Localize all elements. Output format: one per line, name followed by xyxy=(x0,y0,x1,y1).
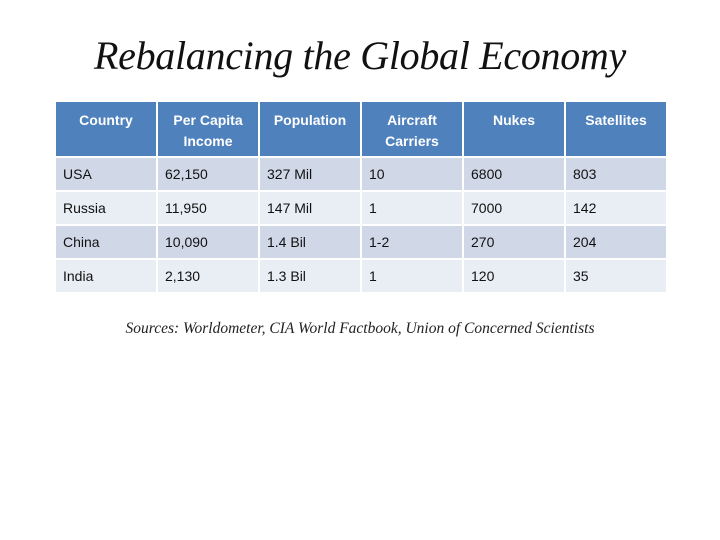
table-row xyxy=(55,225,667,259)
header-country: Country xyxy=(55,101,157,157)
cell-country: Russia xyxy=(55,191,157,225)
header-per-capita-income: Per Capita Income xyxy=(157,101,259,157)
cell-nukes: 7000 xyxy=(463,191,565,225)
cell-nukes: 120 xyxy=(463,259,565,293)
cell-nukes: 270 xyxy=(463,225,565,259)
cell-satellites: 204 xyxy=(565,225,667,259)
cell-aircraft-carriers: 1-2 xyxy=(361,225,463,259)
cell-per-capita-income: 10,090 xyxy=(157,225,259,259)
cell-population: 1.4 Bil xyxy=(259,225,361,259)
cell-aircraft-carriers: 1 xyxy=(361,191,463,225)
cell-nukes: 6800 xyxy=(463,157,565,191)
header-aircraft-carriers: Aircraft Carriers xyxy=(361,101,463,157)
cell-satellites: 142 xyxy=(565,191,667,225)
header-satellites: Satellites xyxy=(565,101,667,157)
cell-aircraft-carriers: 1 xyxy=(361,259,463,293)
cell-country: USA xyxy=(55,157,157,191)
cell-satellites: 35 xyxy=(565,259,667,293)
cell-aircraft-carriers: 10 xyxy=(361,157,463,191)
header-nukes: Nukes xyxy=(463,101,565,157)
table-row xyxy=(55,157,667,191)
cell-per-capita-income: 2,130 xyxy=(157,259,259,293)
cell-population: 147 Mil xyxy=(259,191,361,225)
cell-population: 327 Mil xyxy=(259,157,361,191)
sources-caption: Sources: Worldometer, CIA World Factbook, Union of Concerned Scientists xyxy=(125,320,595,337)
cell-per-capita-income: 62,150 xyxy=(157,157,259,191)
table-row xyxy=(55,259,667,293)
slide-title: Rebalancing the Global Economy xyxy=(94,33,626,78)
cell-per-capita-income: 11,950 xyxy=(157,191,259,225)
data-table xyxy=(54,100,668,294)
header-population: Population xyxy=(259,101,361,157)
table-row xyxy=(55,191,667,225)
cell-population: 1.3 Bil xyxy=(259,259,361,293)
cell-satellites: 803 xyxy=(565,157,667,191)
cell-country: China xyxy=(55,225,157,259)
table-header-row xyxy=(55,101,667,157)
cell-country: India xyxy=(55,259,157,293)
